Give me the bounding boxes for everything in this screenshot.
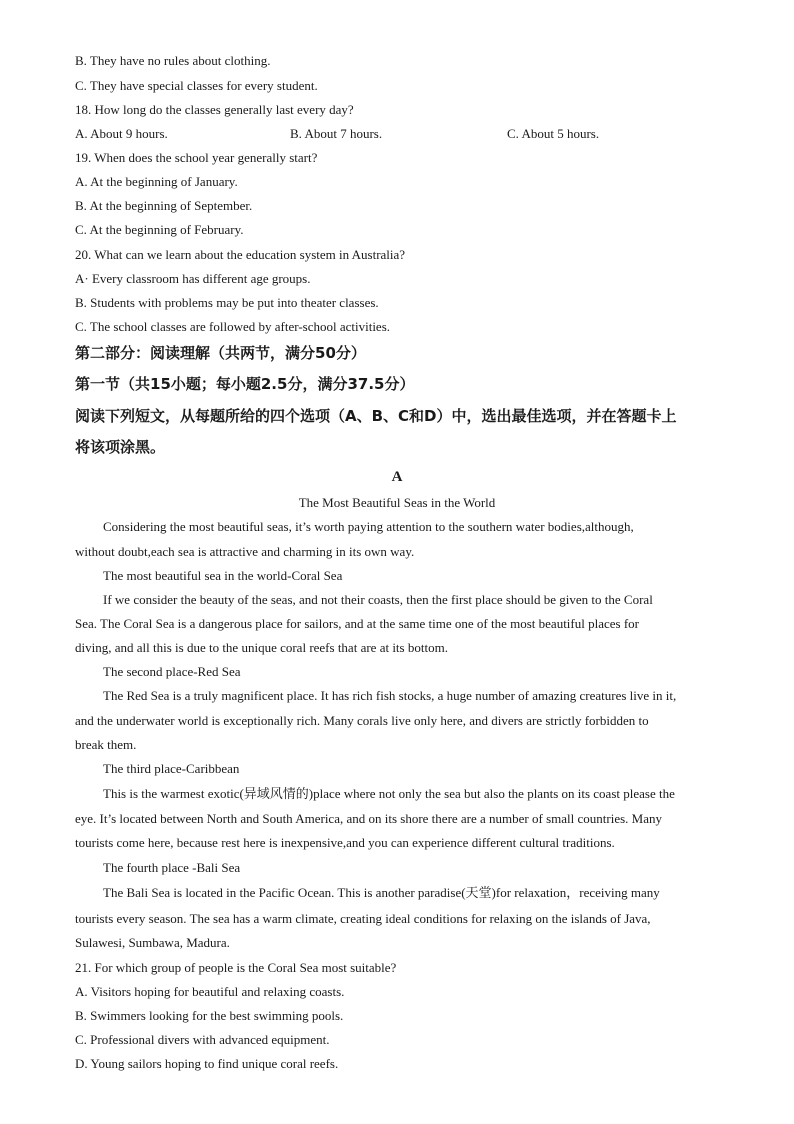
passage-subheading: The second place-Red Sea <box>103 664 241 679</box>
q19-option-c: C. At the beginning of February. <box>75 222 244 237</box>
q17-option-b: B. They have no rules about clothing. <box>75 53 271 68</box>
q18-option-a: A. About 9 hours. <box>75 126 168 141</box>
q18-option-c: C. About 5 hours. <box>507 126 600 141</box>
passage-line: break them. <box>75 737 137 752</box>
q21-option-a: A. Visitors hoping for beautiful and relaxing coasts. <box>75 984 345 999</box>
q17-option-c: C. They have special classes for every student. <box>75 78 318 93</box>
q21-option-c: C. Professional divers with advanced equipment. <box>75 1032 330 1047</box>
passage-letter: A <box>391 469 403 485</box>
instruction-line-1: 阅读下列短文，从每题所给的四个选项（A、B、C和D）中，选出最佳选项，并在答题卡上 <box>75 407 677 425</box>
passage-subheading: The fourth place -Bali Sea <box>103 860 241 875</box>
passage-line: If we consider the beauty of the seas, and not their coasts, then the first place should be given to the Coral <box>103 592 653 607</box>
q20-question: 20. What can we learn about the education system in Australia? <box>75 247 406 262</box>
q21-option-b: B. Swimmers looking for the best swimming pools. <box>75 1008 344 1023</box>
passage-line: Sulawesi, Sumbawa, Madura. <box>75 935 230 950</box>
q18-options <box>75 126 775 142</box>
q20-option-a: A· Every classroom has different age groups. <box>75 271 311 286</box>
q21-option-d: D. Young sailors hoping to find unique coral reefs. <box>75 1056 339 1071</box>
q19-option-a: A. At the beginning of January. <box>75 174 238 189</box>
passage-line: without doubt,each sea is attractive and charming in its own way. <box>75 544 415 559</box>
passage-subheading: The most beautiful sea in the world-Coral Sea <box>103 568 343 583</box>
passage-line: and the underwater world is exceptionally rich. Many corals live only here, and divers are strictly forbidden to <box>75 713 649 728</box>
passage-line: tourists come here, because rest here is inexpensive,and you can experience different cultural traditions. <box>75 835 615 850</box>
instruction-line-2: 将该项涂黑。 <box>75 438 166 456</box>
passage-subheading: The third place-Caribbean <box>103 761 240 776</box>
passage-title: The Most Beautiful Seas in the World <box>298 495 496 510</box>
passage-line: Sea. The Coral Sea is a dangerous place for sailors, and at the same time one of the most beautiful places for <box>75 616 639 631</box>
q21-question: 21. For which group of people is the Coral Sea most suitable? <box>75 960 397 975</box>
q19-question: 19. When does the school year generally start? <box>75 150 318 165</box>
section1-title: 第一节（共15小题；每小题2.5分，满分37.5分） <box>75 375 415 393</box>
q20-option-b: B. Students with problems may be put into theater classes. <box>75 295 379 310</box>
passage-line: tourists every season. The sea has a warm climate, creating ideal conditions for relaxing on the islands of Java, <box>75 911 651 926</box>
passage-line: The Red Sea is a truly magnificent place. It has rich fish stocks, a huge number of amazing creatures live in it, <box>103 688 677 703</box>
q18-option-b: B. About 7 hours. <box>290 126 383 141</box>
passage-line: diving, and all this is due to the unique coral reefs that are at its bottom. <box>75 640 448 655</box>
q18-question: 18. How long do the classes generally last every day? <box>75 102 354 117</box>
q20-option-c: C. The school classes are followed by after-school activities. <box>75 319 391 334</box>
q19-option-b: B. At the beginning of September. <box>75 198 253 213</box>
passage-line: Considering the most beautiful seas, it’s worth paying attention to the southern water bodies,although, <box>103 519 634 534</box>
passage-line: eye. It’s located between North and South America, and on its shore there are a number of small countries. Many <box>75 811 662 826</box>
passage-line: This is the warmest exotic(异域风情的)place where not only the sea but also the plants on its coast please the <box>103 786 675 801</box>
part2-title: 第二部分：阅读理解（共两节，满分50分） <box>75 344 366 362</box>
passage-line: The Bali Sea is located in the Pacific Ocean. This is another paradise(天堂)for relaxation，receiving many <box>103 885 660 900</box>
